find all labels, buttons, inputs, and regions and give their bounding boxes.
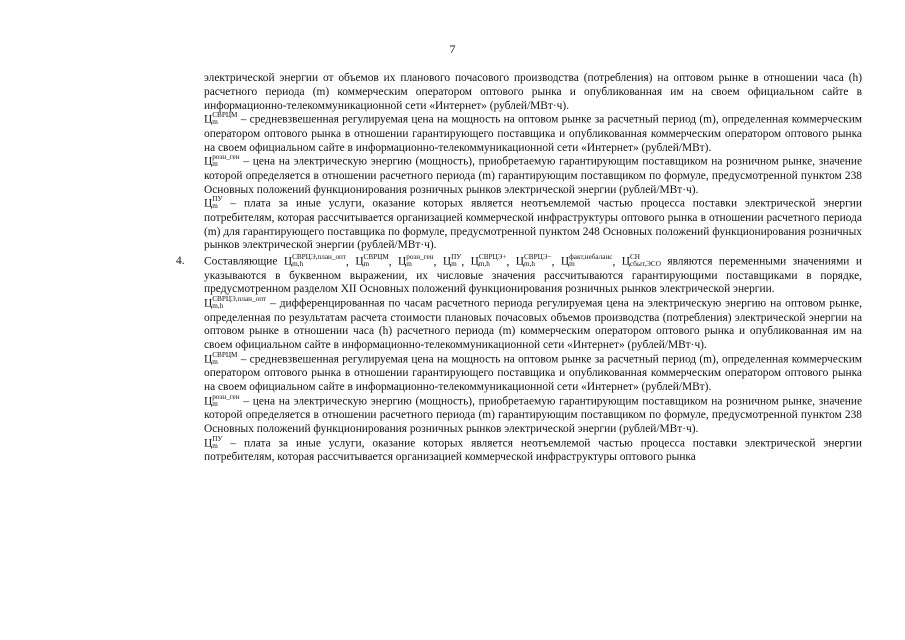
- formula-symbol: Ц СВРЦМ m: [204, 111, 238, 127]
- definition-text: – плата за иные услуги, оказание которых является неотъемлемой частью процесса поставки электрической энергии потребителям, которая рассчитывается организацией коммерческой инфраструктуры оптового рынка: [204, 437, 862, 464]
- definition-paragraph-svrce-plan: [204, 297, 862, 353]
- definition-text: – плата за иные услуги, оказание которых является неотъемлемой частью процесса поставки электрической энергии потребителям, которая рассчитывается организацией коммерческой инфраструктуры оптового рынка в отношении расчетного периода (m) для гарантирующего поставщика по формуле, предусмотренной пунктом 248 Основных положений функционирования розничных рынков электрической энергии (рублей/МВт·ч).: [204, 198, 862, 252]
- formula-symbol: Ц СВРЦМ m: [204, 350, 238, 366]
- formula-symbol: Ц СВРЦМ m: [355, 253, 389, 269]
- definition-text: – средневзвешенная регулируемая цена на мощность на оптовом рынке за расчетный период (m), определенная коммерческим оператором оптового рынка в отношении гарантирующего поставщика и опубликованная коммерческим оператором оптового рынка на своем официальном сайте в информационно-телекоммуникационной сети «Интернет» (рублей/МВт).: [204, 114, 862, 154]
- symbol-separator: ,: [506, 255, 516, 268]
- definition-text: – дифференцированная по часам расчетного периода регулируемая цена на электрическую энергию на оптовом рынке, определенная по результатам расчета стоимости плановых почасовых объемов производства (потребления) электрической энергии на оптовом рынке в отношении часа (h) расчетного периода (m) коммерческим оператором оптового рынка и опубликованная им на своем официальном сайте в информационно-телекоммуникационной сети «Интернет» (рублей/МВт·ч).: [204, 297, 862, 352]
- formula-symbol: Ц ПУ m: [442, 253, 462, 269]
- formula-symbol: Ц факт,небаланс m: [560, 253, 613, 269]
- definition-paragraph-svrcm-2: [204, 350, 862, 395]
- definition-text: – цена на электрическую энергию (мощность), приобретаемую гарантирующим поставщиком на розничном рынке, значение которой определяется в отношении расчетного периода (m) гарантирующим поставщиком по формуле, предусмотренной пунктом 238 Основных положений функционирования розничных рынков электрической энергии (рублей/МВт·ч).: [204, 395, 862, 436]
- item-lead-text: Составляющие: [204, 255, 284, 268]
- definition-paragraph-svrcm: [204, 113, 862, 155]
- document-body: [176, 72, 862, 465]
- definition-text: – цена на электрическую энергию (мощность), приобретаемую гарантирующим поставщиком на розничном рынке, значение которой определяется в отношении расчетного периода (m) гарантирующим поставщиком по формуле, предусмотренной пунктом 238 Основных положений функционирования розничных рынков электрической энергии (рублей/МВт·ч).: [204, 156, 862, 196]
- item-text: являются переменными значениями и указываются в буквенном выражении, их числовые значения рассчитываются гарантирующими поставщиками в порядке, предусмотренном разделом XII Основных положений функционирования розничных рынков электрической энергии.: [204, 255, 862, 296]
- paragraph-text: электрической энергии от объемов их планового почасового производства (потребления) на оптовом рынке в отношении часа (h) расчетного периода (m) коммерческим оператором оптового рынка и опубликованная им на своем официальном сайте в информационно-телекоммуникационной сети «Интернет» (рублей/МВт·ч).: [204, 72, 862, 112]
- formula-symbols-list: [283, 253, 661, 269]
- formula-symbol: Ц СВРЦЭ,план_опт m,h: [204, 295, 267, 311]
- definition-paragraph-pu: [204, 197, 862, 253]
- formula-symbol: Ц СВРЦЭ+ m,h: [470, 253, 507, 269]
- page-number: 7: [449, 42, 456, 56]
- symbol-separator: ,: [612, 255, 622, 268]
- paragraph-continuation: [204, 72, 862, 113]
- numbered-item-4: [176, 253, 862, 297]
- formula-symbol: Ц ПУ m: [204, 434, 223, 450]
- formula-symbol: Ц розн_ген m: [204, 153, 240, 169]
- formula-symbol: Ц розн_ген m: [204, 392, 240, 408]
- symbol-separator: ,: [433, 255, 443, 268]
- formula-symbol: Ц ПУ m: [204, 195, 223, 211]
- definition-paragraph-rozn-gen: [204, 155, 862, 197]
- formula-symbol: Ц СН сбыт,ЭСО: [621, 253, 661, 269]
- definition-text: – средневзвешенная регулируемая цена на мощность на оптовом рынке за расчетный период (m), определенная коммерческим оператором оптового рынка в отношении гарантирующего поставщика и опубликованная коммерческим оператором оптового рынка на своем официальном сайте в информационно-телекоммуникационной сети «Интернет» (рублей/МВт).: [204, 353, 862, 394]
- definition-paragraph-pu-2: [204, 434, 862, 465]
- symbol-separator: ,: [551, 255, 561, 268]
- symbol-separator: ,: [461, 255, 471, 268]
- formula-symbol: Ц СВРЦЭ− m,h: [515, 253, 552, 269]
- item-number: 4.: [176, 255, 185, 268]
- symbol-separator: ,: [346, 255, 356, 268]
- definition-paragraph-rozn-gen-2: [204, 392, 862, 437]
- formula-symbol: Ц СВРЦЭ,план_опт m,h: [283, 253, 347, 269]
- formula-symbol: Ц розн_ген m: [398, 253, 434, 269]
- symbol-separator: ,: [388, 255, 398, 268]
